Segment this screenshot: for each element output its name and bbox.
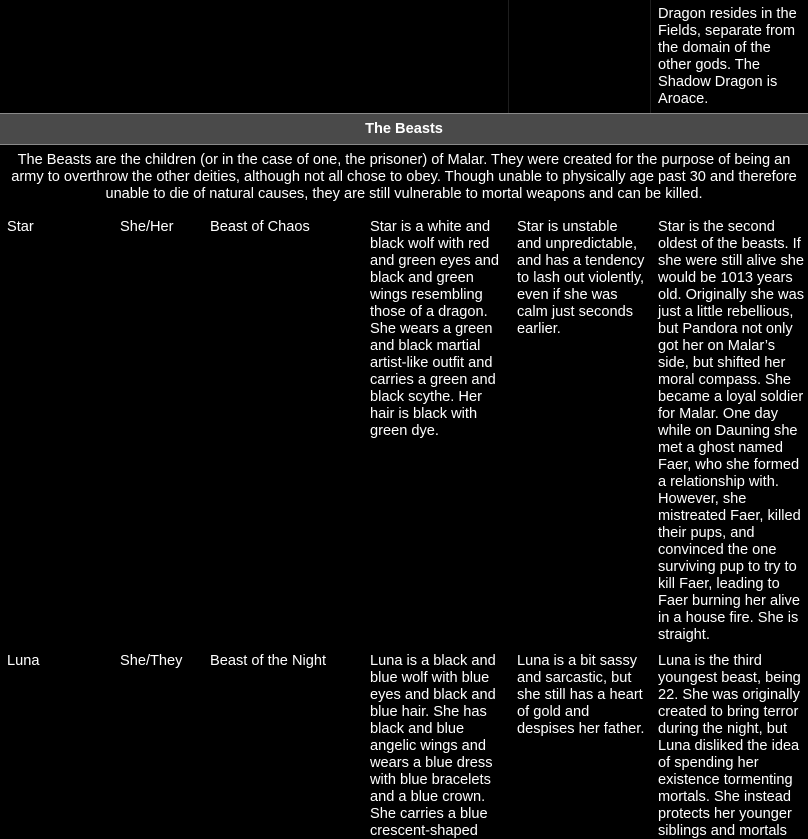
name-cell: Luna <box>7 653 40 669</box>
history-cell: Dragon resides in the Fields, separate from the domain of the other gods. The Shadow Dragon is Aroace. <box>658 6 797 107</box>
column-divider <box>650 0 651 113</box>
personality-cell: Star is unstable and unpredictable, and has a tendency to lash out violently, even if she was calm just seconds earlier. <box>517 219 645 337</box>
previous-table-row <box>0 0 808 113</box>
history-cell: Luna is the third youngest beast, being 22. She was originally created to bring terror during the night, but Luna disliked the idea of spending her existence tormenting mortals. She instead protects her younger siblings and mortals <box>658 653 801 839</box>
appearance-cell: Star is a white and black wolf with red and green eyes and black and green wings resembling those of a dragon. She wears a green and black martial artist-like outfit and carries a green and black scythe. Her hair is black with green dye. <box>370 219 500 439</box>
section-intro: The Beasts are the children (or in the case of one, the prisoner) of Malar. They were created for the purpose of being an army to overthrow the other deities, although not all chose to obey. Though unable to physically age past 30 and therefore unable to die of natural causes, they are still vulnerable to mortal weapons and can be killed. <box>11 152 797 202</box>
section-title: The Beasts <box>365 120 443 137</box>
column-divider <box>508 0 509 113</box>
history-cell: Star is the second oldest of the beasts. If she were still alive she would be 1013 years old. Originally she was just a little rebellious, but Pandora not only got her on Malar’s side, but shifted her moral compass. She became a loyal soldier for Malar. One day while on Dauning she met a ghost named Faer, who she formed a relationship with. However, she mistreated Faer, killed their pups, and convinced the one surviving pup to try to kill Faer, leading to Faer burning her alive in a house fire. She is straight. <box>658 219 805 643</box>
personality-cell: Luna is a bit sassy and sarcastic, but she still has a heart of gold and despises her father. <box>517 653 645 737</box>
section-header <box>0 113 808 145</box>
title-cell: Beast of the Night <box>210 653 327 669</box>
pronouns-cell: She/They <box>120 653 183 669</box>
pronouns-cell: She/Her <box>120 219 174 235</box>
appearance-cell: Luna is a black and blue wolf with blue eyes and black and blue hair. She has black and blue angelic wings and wears a blue dress with blue bracelets and a blue crown. She carries a blue crescent-shaped <box>370 653 496 839</box>
title-cell: Beast of Chaos <box>210 219 310 235</box>
name-cell: Star <box>7 219 34 235</box>
